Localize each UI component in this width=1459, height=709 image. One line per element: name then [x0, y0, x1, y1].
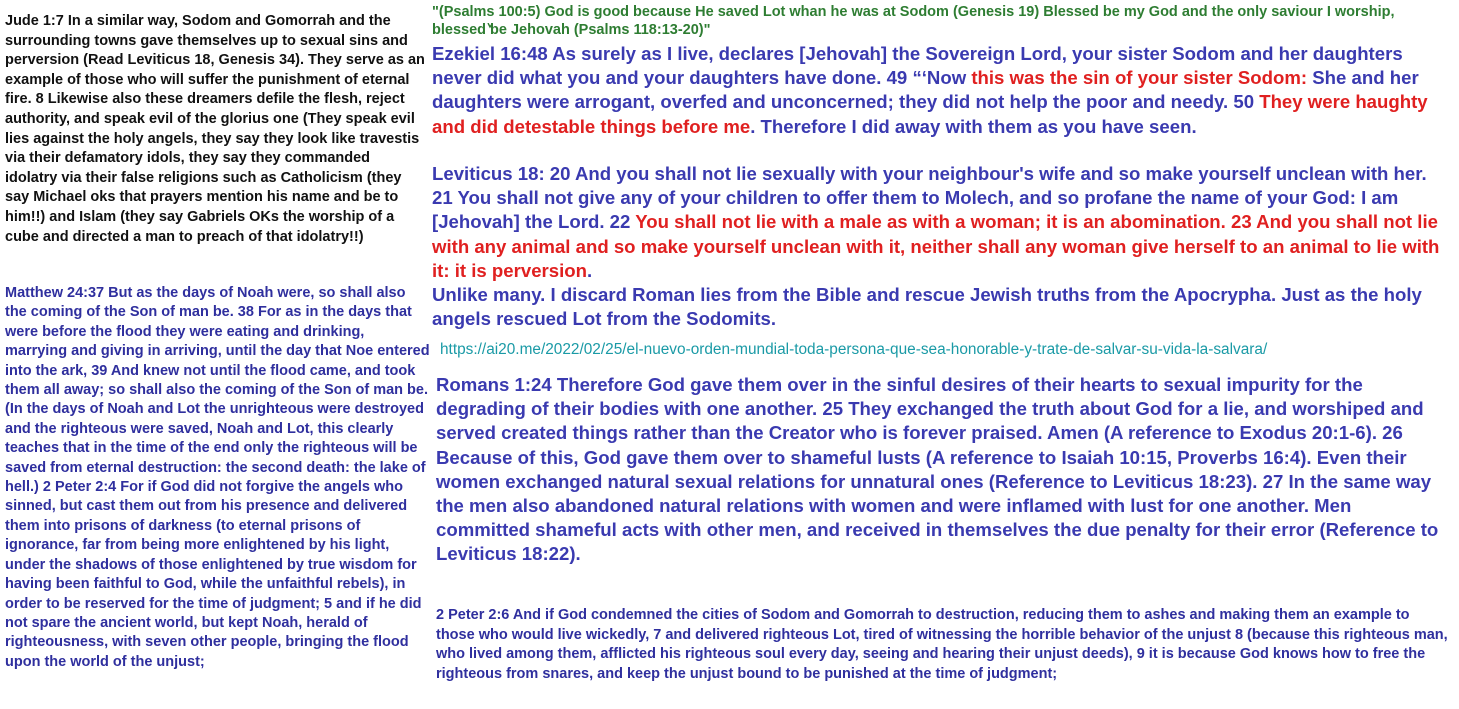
- jude-passage: Jude 1:7 In a similar way, Sodom and Gomorrah and the surrounding towns gave themselves up to sexual sins and perversion (Read Leviticus 18, Genesis 34). They serve as an example of those who will suffer the punishment of eternal fire. 8 Likewise also these dreamers defile the flesh, reject authority, and speak evil of the glorius one (They speak evil lies against the holy angels, they say they look like travestis via their defamatory idols, they say they commanded idolatry via their false religions such as Catholicism (they say Michael oks that prayers mention his name and be to him!!) and Islam (they say Gabriels OKs the worship of a cube and directed a man to preach of that idolatry!!): [5, 13, 425, 245]
- leviticus-highlight: You shall not lie with a male as with a woman; it is an abomination. 23 And you shall not lie with any animal and so make yourself unclean with it, neither shall any woman give herself to an animal to lie with it: it is perversion: [432, 211, 1440, 281]
- leviticus-text-2: .: [587, 259, 593, 281]
- psalm-quote: "(Psalms 100:5) God is good because He saved Lot whan he was at Sodom (Genesis 19) Blessed be my God and the only saviour I worship, blessed be Jehovah (Psalms 118:13-20)": [432, 4, 1395, 38]
- matthew-passage: Matthew 24:37 But as the days of Noah were, so shall also the coming of the Son of man be. 38 For as in the days that were before the flood they were eating and drinking, marrying and giving in arriving, until the day that Noe entered into the ark, 39 And knew not until the flood came, and took them all away; so shall also the coming of the Son of man be. (In the days of Noah and Lot the unrighteous were destroyed and the righteous were saved, Noah and Lot, this clearly teaches that in the time of the end only the righteous will be saved from eternal destruction: the second death: the lake of hell.) 2 Peter 2:4 For if God did not forgive the angels who sinned, but cast them out from his presence and delivered them into prisons of darkness (to eternal prisons of ignorance, far from being more enlightened by his light, under the shadows of those enlightened by true wisdom for having been faithful to God, while the unfaithful rebels), in order to be reserved for the time of judgment; 5 and if he did not spare the ancient world, but kept Noah, herald of righteousness, with seven other people, bringing the flood upon the world of the unjust;: [5, 285, 430, 670]
- romans-passage: Romans 1:24 Therefore God gave them over in the sinful desires of their hearts to sexual impurity for the degrading of their bodies with one another. 25 They exchanged the truth about God for a lie, and worshiped and served created things rather than the Creator who is forever praised. Amen (A reference to Exodus 20:1-6). 26 Because of this, God gave them over to shameful lusts (A reference to Isaiah 10:15, Proverbs 16:4). Even their women exchanged natural sexual relations for unnatural ones (Reference to Leviticus 18:23). 27 In the same way the men also abandoned natural relations with women and were inflamed with lust for one another. Men committed shameful acts with other men, and received in themselves the due penalty for their error (Reference to Leviticus 18:22).: [436, 374, 1439, 565]
- ezekiel-text-1: Ezekiel 16:48 As surely as I live, declares [Jehovah] the Sovereign Lord, your sister Sodom and her daughters never did what you and your daughters have done. 49 “‘Now: [432, 43, 1403, 89]
- leviticus-passage: [432, 162, 1442, 283]
- leviticus-text-1: Leviticus 18: 20 And you shall not lie sexually with your neighbour's wife and so make yourself unclean with her. 21 You shall not give any of your children to offer them to Molech, and so profane the name of your God: I am [Jehovah] the Lord. 22: [432, 163, 1427, 233]
- ezekiel-text-3: . Therefore I did away with them as you have seen.: [750, 115, 1197, 137]
- peter-passage: 2 Peter 2:6 And if God condemned the cities of Sodom and Gomorrah to destruction, reducing them to ashes and making them an example to those who would live wickedly, 7 and delivered righteous Lot, tired of witnessing the horrible behavior of the unjust 8 (because this righteous man, who lived among them, afflicted his righteous soul every day, seeing and hearing their unjust deeds), 9 it is because God knows how to free the righteous from snares, and keep the unjust bound to be punished at the time of judgment;: [436, 607, 1448, 682]
- ezekiel-passage: [432, 42, 1442, 139]
- commentary-text: Unlike many. I discard Roman lies from the Bible and rescue Jewish truths from the Apocrypha. Just as the holy angels rescued Lot from the Sodomits.: [432, 284, 1422, 330]
- article-link[interactable]: https://ai20.me/2022/02/25/el-nuevo-orden-mundial-toda-persona-que-sea-honorable-y-trate-de-salvar-su-vida-la-salvara/: [440, 341, 1268, 358]
- ezekiel-text-2: She and her daughters were arrogant, overfed and unconcerned; they did not help the poor and needy. 50: [432, 67, 1419, 113]
- ezekiel-highlight-1: this was the sin of your sister Sodom:: [971, 67, 1308, 89]
- ezekiel-highlight-2: They were haughty and did detestable things before me: [432, 91, 1428, 137]
- tick-mark-icon: [487, 23, 493, 29]
